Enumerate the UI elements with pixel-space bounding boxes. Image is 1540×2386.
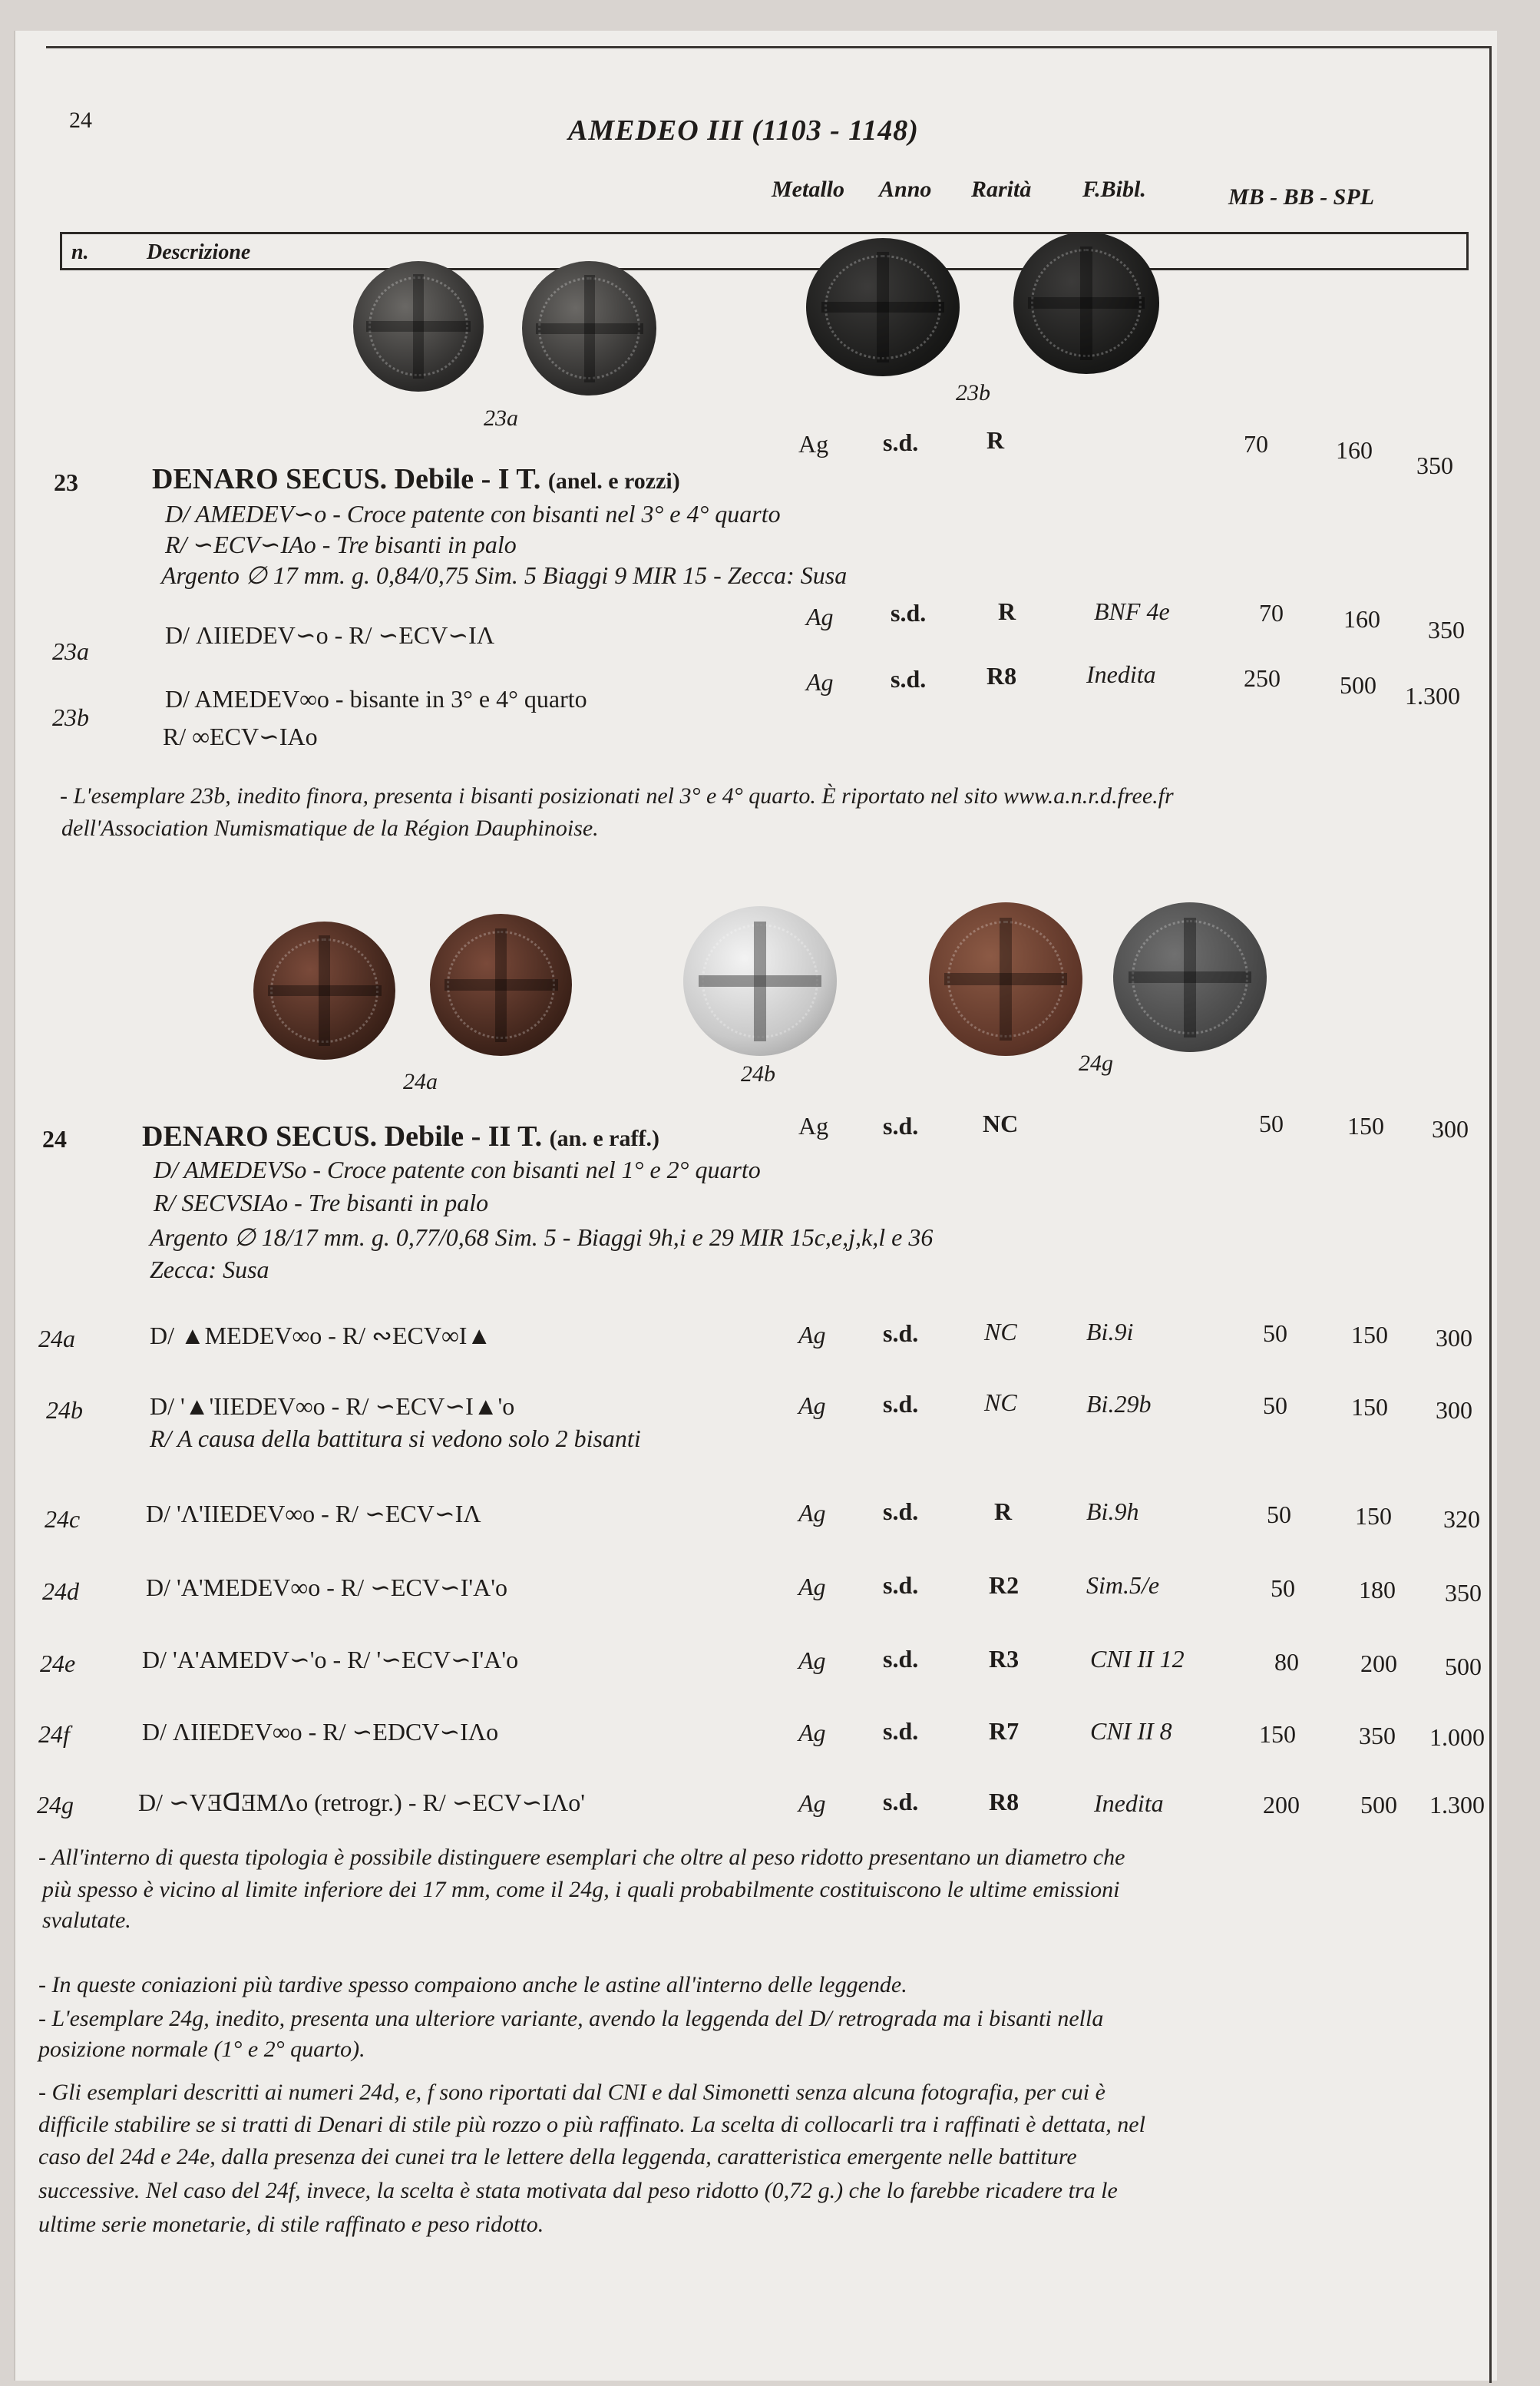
entry-23-year: s.d. [883, 429, 919, 456]
row-24d-bb: 180 [1359, 1576, 1396, 1603]
entry-24-title: DENARO SECUS. Debile - II T. (an. e raff.) [142, 1120, 659, 1153]
row-23a-rarity: R [998, 597, 1016, 625]
row-23b-year: s.d. [891, 665, 927, 693]
entry-23-spl: 350 [1416, 452, 1453, 479]
row-24f-rarity: R7 [989, 1717, 1020, 1745]
row-24g-metal: Ag [798, 1789, 826, 1817]
row-24e-year: s.d. [883, 1645, 919, 1673]
row-23b-bibl: Inedita [1086, 660, 1156, 688]
row-24b-mb: 50 [1263, 1392, 1287, 1419]
row-23a-mb: 70 [1259, 599, 1284, 627]
note-24-line: svalutate. [42, 1908, 131, 1933]
catalog-page [14, 31, 1497, 2381]
row-24a-id: 24a [38, 1325, 75, 1352]
entry-24-metal: Ag [798, 1112, 829, 1140]
col-rarita: Rarità [971, 177, 1032, 202]
row-24c-id: 24c [45, 1505, 81, 1533]
row-24d-mb: 50 [1271, 1574, 1295, 1602]
row-24c-rarity: R [994, 1497, 1013, 1525]
entry-23-obverse: D/ AMEDEV∽o - Croce patente con bisanti nel 3° e 4° quarto [165, 500, 781, 528]
col-anno: Anno [879, 177, 932, 202]
row-24f-id: 24f [38, 1720, 70, 1748]
row-24c-bb: 150 [1355, 1502, 1392, 1530]
row-23b-mb: 250 [1244, 664, 1281, 692]
row-23a-spl: 350 [1428, 616, 1465, 644]
row-24c-year: s.d. [883, 1497, 919, 1525]
row-23b-bb: 500 [1340, 671, 1376, 699]
note-24-line: difficile stabilire se si tratti di Denari di stile più rozzo o più raffinato. La scelta di collocarli tra i raffinati è dettata, nel [38, 2112, 1145, 2137]
row-24b-desc2: R/ A causa della battitura si vedono solo 2 bisanti [150, 1425, 641, 1452]
row-24e-spl: 500 [1445, 1653, 1482, 1680]
entry-24-year: s.d. [883, 1112, 919, 1140]
row-23b-rarity: R8 [986, 662, 1017, 690]
row-24b-bibl: Bi.29b [1086, 1390, 1152, 1418]
note-24-line: ultime serie monetarie, di stile raffinato e peso ridotto. [38, 2212, 544, 2237]
row-24f-bibl: CNI II 8 [1090, 1717, 1172, 1745]
entry-24-mb: 50 [1259, 1110, 1284, 1137]
row-24c-bibl: Bi.9h [1086, 1497, 1139, 1525]
row-24f-mb: 150 [1259, 1720, 1296, 1748]
row-24c-desc: D/ 'Λ'IIEDEV∞o - R/ ∽ECV∽IΛ [146, 1500, 481, 1527]
note-24-line: - All'interno di questa tipologia è possibile distinguere esemplari che oltre al peso ridotto presentano un diametro che [38, 1845, 1125, 1870]
row-23b-spl: 1.300 [1405, 682, 1460, 710]
entry-24-mint: Zecca: Susa [150, 1256, 269, 1283]
col-grades: MB - BB - SPL [1228, 184, 1375, 210]
coin-24g-reverse [1113, 902, 1267, 1052]
coin-24g-obverse [929, 902, 1082, 1056]
entry-23-number: 23 [54, 468, 78, 496]
row-23b-desc: D/ AMEDEV∞o - bisante in 3° e 4° quarto [165, 685, 587, 713]
row-24c-spl: 320 [1443, 1505, 1480, 1533]
caption-24a: 24a [403, 1069, 438, 1094]
row-24d-year: s.d. [883, 1571, 919, 1599]
row-24g-desc: D/ ∽VƎᗡƎMΛo (retrogr.) - R/ ∽ECV∽IΛo' [138, 1789, 585, 1816]
note-23-line2: dell'Association Numismatique de la Région Dauphinoise. [61, 816, 599, 841]
row-24a-rarity: NC [984, 1318, 1017, 1345]
col-fbibl: F.Bibl. [1082, 177, 1146, 202]
row-23a-year: s.d. [891, 599, 927, 627]
row-24b-metal: Ag [798, 1392, 826, 1419]
col-n: n. [71, 240, 89, 264]
row-24a-desc: D/ ▲MEDEV∞o - R/ ∾ECV∞I▲ [150, 1322, 492, 1349]
row-24b-id: 24b [46, 1396, 83, 1424]
note-24-line: - L'esemplare 24g, inedito, presenta una ulteriore variante, avendo la leggenda del D/ retrograda ma i bisanti nella [38, 2006, 1104, 2031]
row-24g-rarity: R8 [989, 1788, 1020, 1815]
row-24e-rarity: R3 [989, 1645, 1020, 1673]
table-header-bar [60, 232, 1469, 270]
row-23b-id: 23b [52, 703, 89, 731]
row-24e-desc: D/ 'A'AMEDV∽'o - R/ '∽ECV∽I'A'o [142, 1646, 519, 1673]
col-descrizione: Descrizione [147, 240, 251, 264]
row-23a-desc: D/ ΛIIEDEV∽o - R/ ∽ECV∽IΛ [165, 621, 495, 649]
entry-24-specs: Argento ∅ 18/17 mm. g. 0,77/0,68 Sim. 5 - Biaggi 9h,i e 29 MIR 15c,e,j,k,l e 36 [150, 1223, 934, 1251]
caption-23b: 23b [956, 380, 990, 405]
row-24b-desc: D/ '▲'IIEDEV∞o - R/ ∽ECV∽I▲'o [150, 1392, 515, 1420]
row-24e-bb: 200 [1360, 1650, 1397, 1677]
note-24-line: - Gli esemplari descritti ai numeri 24d, e, f sono riportati dal CNI e dal Simonetti senza alcuna fotografia, per cui è [38, 2080, 1105, 2105]
row-24f-metal: Ag [798, 1719, 826, 1746]
note-24-line: caso del 24d e 24e, dalla presenza dei cunei tra le lettere della leggenda, caratteristica emergente nelle battiture [38, 2144, 1077, 2169]
running-head: AMEDEO III (1103 - 1148) [568, 114, 919, 147]
row-24b-rarity: NC [984, 1388, 1017, 1416]
row-24a-bibl: Bi.9i [1086, 1318, 1134, 1345]
row-24f-spl: 1.000 [1429, 1723, 1485, 1751]
note-24-line: posizione normale (1° e 2° quarto). [38, 2037, 365, 2062]
row-24d-spl: 350 [1445, 1579, 1482, 1607]
entry-23-rarity: R [986, 426, 1005, 454]
row-24c-mb: 50 [1267, 1501, 1291, 1528]
row-24g-spl: 1.300 [1429, 1791, 1485, 1818]
caption-24b: 24b [741, 1061, 775, 1087]
row-24d-metal: Ag [798, 1573, 826, 1600]
coin-24b [683, 906, 837, 1056]
row-24b-bb: 150 [1351, 1393, 1388, 1421]
row-24c-metal: Ag [798, 1499, 826, 1527]
entry-24-obverse: D/ AMEDEVSo - Croce patente con bisanti nel 1° e 2° quarto [154, 1156, 761, 1183]
coin-23b-reverse [1013, 232, 1159, 374]
entry-24-reverse: R/ SECVSIAo - Tre bisanti in palo [154, 1189, 489, 1216]
row-24d-id: 24d [42, 1577, 79, 1605]
coin-24a-reverse [430, 914, 572, 1056]
entry-24-rarity: NC [983, 1110, 1019, 1137]
row-23a-bibl: BNF 4e [1094, 597, 1170, 625]
note-23-line1: - L'esemplare 23b, inedito finora, presenta i bisanti posizionati nel 3° e 4° quarto. È riportato nel sito www.a.n.r.d.free.fr [60, 783, 1174, 809]
coin-24a-obverse [253, 922, 395, 1060]
row-24b-spl: 300 [1436, 1396, 1472, 1424]
entry-24-spl: 300 [1432, 1115, 1469, 1143]
row-24d-desc: D/ 'A'MEDEV∞o - R/ ∽ECV∽I'A'o [146, 1574, 508, 1601]
row-24e-mb: 80 [1274, 1648, 1299, 1676]
coin-23b-obverse [806, 238, 960, 376]
row-24e-id: 24e [40, 1650, 76, 1677]
row-24g-mb: 200 [1263, 1791, 1300, 1818]
row-24e-metal: Ag [798, 1646, 826, 1674]
row-23b-desc2: R/ ∞ECV∽IAo [163, 723, 318, 750]
row-24e-bibl: CNI II 12 [1090, 1645, 1185, 1673]
entry-24-number: 24 [42, 1125, 67, 1153]
row-24a-metal: Ag [798, 1321, 826, 1349]
row-24f-year: s.d. [883, 1717, 919, 1745]
row-24a-bb: 150 [1351, 1321, 1388, 1349]
page-number: 24 [69, 108, 92, 133]
entry-23-bb: 160 [1336, 436, 1373, 464]
row-23a-metal: Ag [806, 603, 834, 630]
row-24g-bb: 500 [1360, 1791, 1397, 1818]
row-23a-bb: 160 [1343, 605, 1380, 633]
coin-23a-reverse [522, 261, 656, 395]
note-24-line: successive. Nel caso del 24f, invece, la scelta è stata motivata dal peso ridotto (0,72 g.) che lo farebbe ricadere tra le [38, 2178, 1118, 2203]
row-24a-year: s.d. [883, 1319, 919, 1347]
row-24g-bibl: Inedita [1094, 1789, 1164, 1817]
row-24d-rarity: R2 [989, 1571, 1020, 1599]
row-24f-desc: D/ ΛIIEDEV∞o - R/ ∽EDCV∽IΛo [142, 1718, 499, 1746]
row-23b-metal: Ag [806, 668, 834, 696]
row-24f-bb: 350 [1359, 1722, 1396, 1749]
entry-23-mb: 70 [1244, 430, 1268, 458]
caption-24g: 24g [1079, 1051, 1113, 1076]
entry-23-metal: Ag [798, 430, 829, 458]
note-24-line: - In queste coniazioni più tardive spesso compaiono anche le astine all'interno delle leggende. [38, 1972, 907, 1997]
row-24a-spl: 300 [1436, 1324, 1472, 1352]
entry-23-specs: Argento ∅ 17 mm. g. 0,84/0,75 Sim. 5 Biaggi 9 MIR 15 - Zecca: Susa [161, 561, 848, 589]
col-metallo: Metallo [772, 177, 844, 202]
row-23a-id: 23a [52, 637, 89, 665]
entry-23-reverse: R/ ∽ECV∽IAo - Tre bisanti in palo [165, 531, 517, 558]
entry-23-title: DENARO SECUS. Debile - I T. (anel. e rozzi) [152, 463, 680, 495]
row-24g-id: 24g [37, 1791, 74, 1818]
row-24d-bibl: Sim.5/e [1086, 1571, 1160, 1599]
row-24a-mb: 50 [1263, 1319, 1287, 1347]
note-24-line: più spesso è vicino al limite inferiore dei 17 mm, come il 24g, i quali probabilmente costituiscono le ultime emissioni [42, 1877, 1120, 1902]
row-24b-year: s.d. [883, 1390, 919, 1418]
coin-23a-obverse [353, 261, 484, 392]
caption-23a: 23a [484, 405, 518, 431]
entry-24-bb: 150 [1347, 1112, 1384, 1140]
row-24g-year: s.d. [883, 1788, 919, 1815]
